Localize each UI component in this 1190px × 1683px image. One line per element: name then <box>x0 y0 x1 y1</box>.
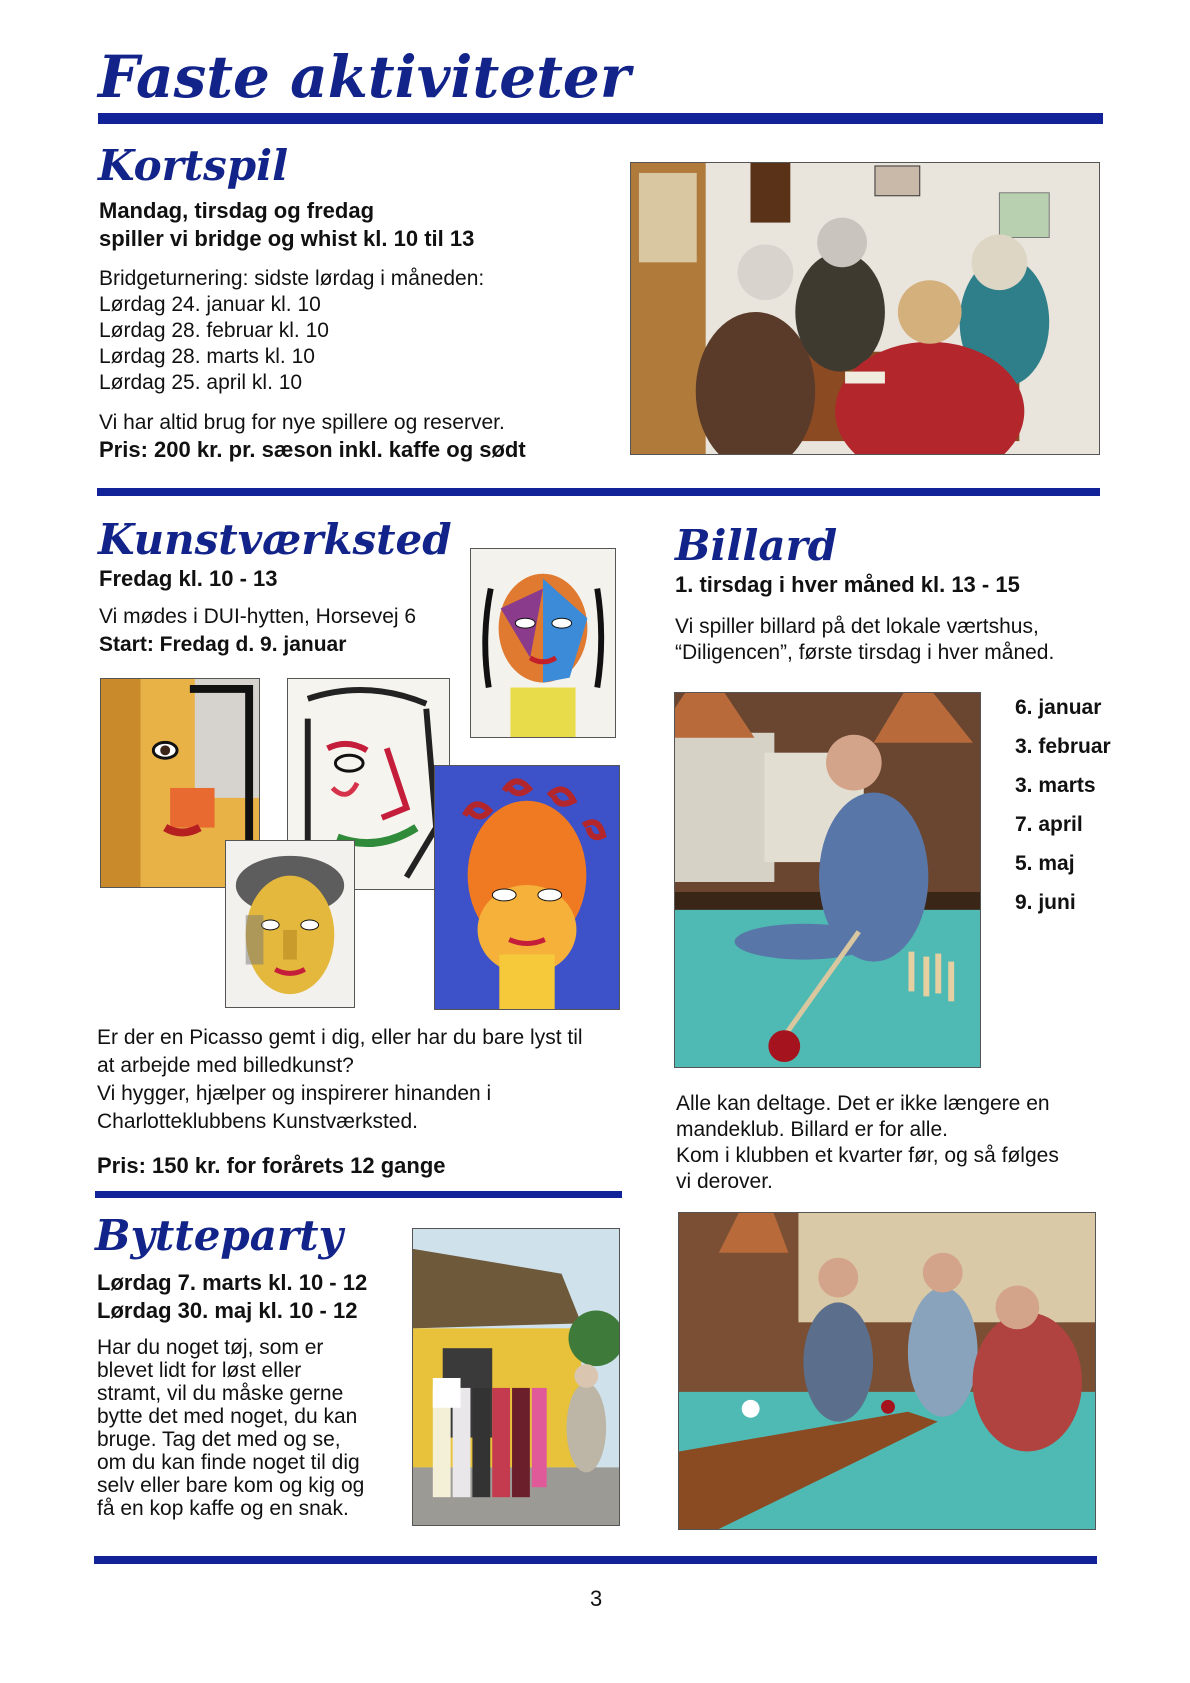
billard-body-line: Kom i klubben et kvarter før, og så følges <box>676 1144 1059 1167</box>
kortspil-heading: Kortspil <box>98 141 289 190</box>
kortspil-lead-1: Mandag, tirsdag og fredag <box>99 198 375 223</box>
page-number: 3 <box>590 1586 603 1611</box>
kortspil-price: Pris: 200 kr. pr. sæson inkl. kaffe og sødt <box>99 437 526 462</box>
kunst-time: Fredag kl. 10 - 13 <box>99 566 278 591</box>
kortspil-line: Lørdag 24. januar kl. 10 <box>99 293 321 316</box>
kortspil-line: Bridgeturnering: sidste lørdag i måneden: <box>99 267 485 290</box>
billard-time: 1. tirsdag i hver måned kl. 13 - 15 <box>675 572 1020 597</box>
painting-gray-hair-face <box>225 840 355 1008</box>
kortspil-line: Lørdag 28. februar kl. 10 <box>99 319 329 342</box>
billard-date: 6. januar <box>1015 696 1102 719</box>
billard-player-photo <box>674 692 981 1068</box>
clothes-swap-photo <box>412 1228 620 1526</box>
painting-curly-hair-face <box>434 765 620 1010</box>
kunst-heading: Kunstværksted <box>98 515 452 564</box>
bytte-body-line: bytte det med noget, du kan <box>97 1405 358 1428</box>
billard-body-line: Alle kan deltage. Det er ikke længere en <box>676 1092 1050 1115</box>
billard-date: 7. april <box>1015 813 1083 836</box>
bytte-date: Lørdag 7. marts kl. 10 - 12 <box>97 1270 368 1295</box>
section-divider <box>95 1191 622 1198</box>
billard-date: 5. maj <box>1015 852 1075 875</box>
billard-date: 3. februar <box>1015 735 1111 758</box>
kunst-body-line: Charlotteklubbens Kunstværksted. <box>97 1110 418 1133</box>
billard-body-line: mandeklub. Billard er for alle. <box>676 1118 948 1141</box>
billard-body-line: vi derover. <box>676 1170 773 1193</box>
kunst-start: Start: Fredag d. 9. januar <box>99 633 347 656</box>
page-title: Faste aktiviteter <box>98 43 631 111</box>
bytte-body-line: blevet lidt for løst eller <box>97 1359 302 1382</box>
billard-date: 3. marts <box>1015 774 1096 797</box>
bytte-body-line: om du kan finde noget til dig <box>97 1451 360 1474</box>
bytte-date: Lørdag 30. maj kl. 10 - 12 <box>97 1298 358 1323</box>
kunst-place: Vi mødes i DUI-hytten, Horsevej 6 <box>99 605 417 628</box>
kortspil-line: Lørdag 28. marts kl. 10 <box>99 345 315 368</box>
card-players-photo <box>630 162 1100 455</box>
kunst-body-line: Vi hygger, hjælper og inspirerer hinanden i <box>97 1082 492 1105</box>
kunst-price: Pris: 150 kr. for forårets 12 gange <box>97 1153 446 1178</box>
footer-divider <box>94 1556 1097 1564</box>
billard-group-photo <box>678 1212 1096 1530</box>
bytte-heading: Bytteparty <box>95 1211 343 1260</box>
bytte-body-line: få en kop kaffe og en snak. <box>97 1497 349 1520</box>
bytte-body-line: stramt, vil du måske gerne <box>97 1382 344 1405</box>
billard-intro-line: Vi spiller billard på det lokale værtshus, <box>675 615 1039 638</box>
kortspil-note: Vi har altid brug for nye spillere og reserver. <box>99 411 505 434</box>
kortspil-line: Lørdag 25. april kl. 10 <box>99 371 303 394</box>
bytte-body-line: selv eller bare kom og kig og <box>97 1474 365 1497</box>
kunst-body-line: Er der en Picasso gemt i dig, eller har du bare lyst til <box>97 1026 583 1049</box>
bytte-body-line: bruge. Tag det med og se, <box>97 1428 341 1451</box>
bytte-body-line: Har du noget tøj, som er <box>97 1336 324 1359</box>
billard-date: 9. juni <box>1015 891 1076 914</box>
title-divider <box>98 113 1103 124</box>
billard-heading: Billard <box>675 521 838 570</box>
kunst-body-line: at arbejde med billedkunst? <box>97 1054 354 1077</box>
painting-braids-portrait <box>470 548 616 738</box>
section-divider <box>97 488 1100 496</box>
billard-intro-line: “Diligencen”, første tirsdag i hver måned. <box>675 641 1055 664</box>
kortspil-lead-2: spiller vi bridge og whist kl. 10 til 13 <box>99 226 475 251</box>
